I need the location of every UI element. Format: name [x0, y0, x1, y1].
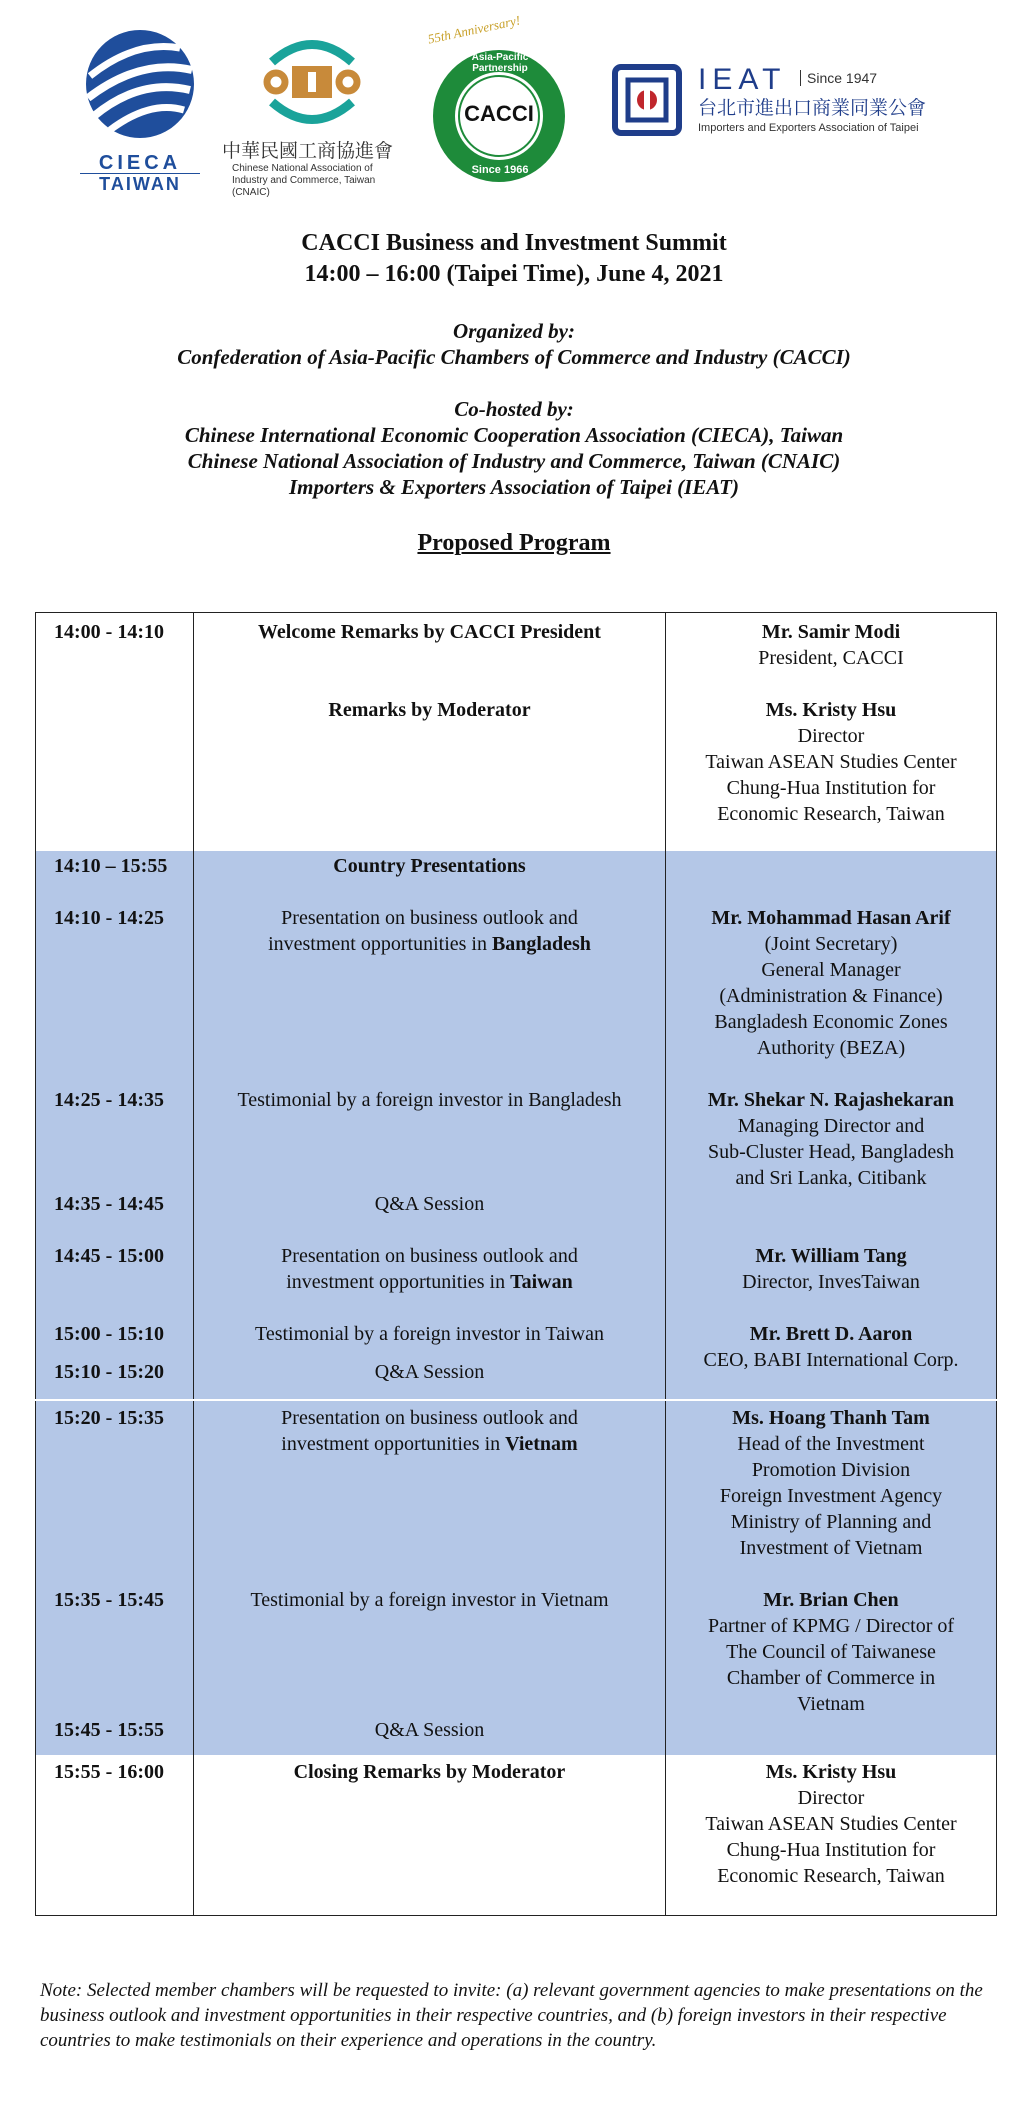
time-cell: 15:35 - 15:45	[36, 1587, 194, 1613]
item-text: investment opportunities in	[286, 1271, 511, 1293]
time-cell: 14:25 - 14:35	[36, 1087, 194, 1191]
speaker-cell	[666, 1217, 997, 1321]
ieat-english-name: Importers and Exporters Association of Taipei	[698, 122, 919, 134]
item-cell: Remarks by Moderator	[194, 671, 666, 851]
cacci-ring-top: Asia-Pacific Partnership	[471, 52, 529, 74]
speaker-name: Mr. Shekar N. Rajashekaran	[707, 1089, 955, 1111]
time-cell: 15:10 - 15:20	[36, 1347, 194, 1400]
speaker-title: Chamber of Commerce in	[726, 1667, 936, 1689]
item-cell: Q&A Session	[194, 1613, 666, 1755]
item-cell: Testimonial by a foreign investor in Bangladesh	[194, 1087, 666, 1191]
cieca-country: TAIWAN	[80, 173, 200, 194]
cohost-2: Chinese National Association of Industry and Commerce, Taiwan (CNAIC)	[187, 449, 841, 473]
ieat-logo	[612, 64, 932, 154]
item-cell: Closing Remarks by Moderator	[194, 1755, 666, 1916]
item-line: Presentation on business outlook and	[281, 1245, 578, 1267]
cacci-logo	[425, 12, 575, 193]
cohost-3: Importers & Exporters Association of Taipei (IEAT)	[289, 475, 739, 499]
item-cell	[194, 1217, 666, 1321]
speaker-name: Ms. Kristy Hsu	[765, 699, 897, 721]
cohost-label: Co-hosted by:	[454, 397, 574, 421]
time-cell: 15:20 - 15:35	[36, 1400, 194, 1587]
item-cell: Q&A Session	[194, 1347, 666, 1400]
speaker-title: (Administration & Finance)	[719, 985, 943, 1007]
ieat-since: Since 1947	[800, 70, 877, 86]
speaker-title: Taiwan ASEAN Studies Center	[705, 751, 957, 773]
speaker-title: Partner of KPMG / Director of	[707, 1615, 955, 1637]
summit-name: CACCI Business and Investment Summit	[301, 230, 727, 256]
item-line	[198, 1269, 661, 1295]
time-cell: 15:55 - 16:00	[36, 1755, 194, 1916]
speaker-title: Head of the Investment	[737, 1433, 925, 1455]
logo-bar	[0, 12, 1028, 198]
item-cell	[194, 879, 666, 1087]
table-row	[36, 1217, 997, 1321]
time-cell: 14:10 - 14:25	[36, 879, 194, 1087]
program-table	[35, 612, 997, 1916]
cohost-block	[0, 396, 1028, 500]
item-line	[198, 1431, 661, 1457]
country-name: Bangladesh	[491, 933, 591, 955]
speaker-cell	[666, 1321, 997, 1400]
cacci-anniversary: 55th Anniversary!	[426, 12, 522, 47]
speaker-cell	[666, 879, 997, 1087]
program-title: Proposed Program	[417, 530, 611, 556]
item-cell: Testimonial by a foreign investor in Taiwan	[194, 1321, 666, 1347]
speaker-cell	[666, 1087, 997, 1191]
item-cell: Welcome Remarks by CACCI President	[194, 613, 666, 672]
table-row	[36, 879, 997, 1087]
cacci-ring-bottom: Since 1966	[471, 164, 529, 176]
cohost-1: Chinese International Economic Cooperation Association (CIECA), Taiwan	[184, 423, 844, 447]
speaker-cell	[666, 671, 997, 851]
table-row	[36, 1087, 997, 1191]
cnaic-logo	[222, 32, 402, 198]
speaker-title: Taiwan ASEAN Studies Center	[705, 1813, 957, 1835]
speaker-title: and Sri Lanka, Citibank	[735, 1167, 927, 1189]
speaker-title: Director	[797, 725, 865, 747]
table-row	[36, 1755, 997, 1916]
speaker-cell	[666, 613, 997, 672]
cnaic-english-line1: Chinese National Association of	[232, 163, 373, 174]
item-cell	[194, 1400, 666, 1587]
footnote: Note: Selected member chambers will be requested to invite: (a) relevant government agencies to make presentations on the business outlook and investment opportunities in their respective countries, and (b) foreign investors in their respective countries to make testimonials on their experience and operations in the country.	[40, 1980, 983, 2051]
speaker-cell	[666, 851, 997, 879]
table-row	[36, 1587, 997, 1613]
speaker-cell	[666, 1587, 997, 1755]
item-line: Presentation on business outlook and	[281, 907, 578, 929]
item-cell: Testimonial by a foreign investor in Vietnam	[194, 1587, 666, 1613]
ieat-chinese-name: 台北市進出口商業同業公會	[698, 98, 927, 119]
speaker-title: Managing Director and	[737, 1115, 925, 1137]
time-cell: 14:00 - 14:10	[36, 613, 194, 672]
speaker-title: Director	[797, 1787, 865, 1809]
speaker-title: Director, InvesTaiwan	[742, 1271, 920, 1293]
speaker-cell	[666, 1191, 997, 1217]
speaker-title: Economic Research, Taiwan	[717, 1865, 945, 1887]
speaker-title: Bangladesh Economic Zones	[714, 1011, 948, 1033]
speaker-title: Foreign Investment Agency	[719, 1485, 943, 1507]
item-line	[198, 931, 661, 957]
item-line: Presentation on business outlook and	[281, 1407, 578, 1429]
speaker-title: General Manager	[761, 959, 901, 981]
speaker-title: Vietnam	[797, 1693, 865, 1715]
speaker-name: Mr. Samir Modi	[761, 621, 901, 643]
speaker-title: Authority (BEZA)	[756, 1037, 906, 1059]
item-text: investment opportunities in	[281, 1433, 506, 1455]
item-cell: Country Presentations	[194, 851, 666, 879]
organized-label: Organized by:	[453, 319, 575, 343]
speaker-title: President, CACCI	[758, 647, 904, 669]
cieca-name: CIECA	[98, 152, 182, 174]
speaker-title: CEO, BABI International Corp.	[703, 1349, 959, 1371]
cieca-logo	[80, 28, 200, 194]
time-cell: 14:45 - 15:00	[36, 1217, 194, 1321]
table-row	[36, 1191, 997, 1217]
time-cell: 15:00 - 15:10	[36, 1321, 194, 1347]
cacci-center-text: CACCI	[464, 101, 534, 126]
time-cell	[36, 671, 194, 851]
cnaic-chinese-name: 中華民國工商協進會	[222, 141, 394, 162]
speaker-name: Mr. Brett D. Aaron	[749, 1323, 913, 1345]
cieca-globe-icon	[80, 28, 200, 148]
speaker-title: Chung-Hua Institution for	[726, 1839, 936, 1861]
speaker-name: Mr. Mohammad Hasan Arif	[711, 907, 951, 929]
ieat-emblem-icon	[612, 64, 682, 136]
speaker-title: Investment of Vietnam	[739, 1537, 923, 1559]
organizer-block	[0, 318, 1028, 370]
speaker-title: The Council of Taiwanese	[726, 1641, 936, 1663]
table-row	[36, 613, 997, 672]
time-cell: 14:10 – 15:55	[36, 851, 194, 879]
summit-datetime: 14:00 – 16:00 (Taipei Time), June 4, 2021	[304, 261, 724, 287]
speaker-name: Mr. William Tang	[755, 1245, 907, 1267]
speaker-name: Mr. Brian Chen	[763, 1589, 899, 1611]
speaker-name: Ms. Hoang Thanh Tam	[732, 1407, 930, 1429]
speaker-title: Economic Research, Taiwan	[717, 803, 945, 825]
speaker-title: Ministry of Planning and	[730, 1511, 932, 1533]
speaker-cell	[666, 1400, 997, 1587]
speaker-title: Sub-Cluster Head, Bangladesh	[707, 1141, 955, 1163]
table-row	[36, 851, 997, 879]
organizer-name: Confederation of Asia-Pacific Chambers of Commerce and Industry (CACCI)	[177, 345, 851, 369]
cnaic-english-line2: Industry and Commerce, Taiwan (CNAIC)	[232, 175, 376, 198]
speaker-title: Promotion Division	[751, 1459, 911, 1481]
table-row	[36, 1321, 997, 1347]
speaker-cell	[666, 1755, 997, 1916]
item-text: investment opportunities in	[268, 933, 492, 955]
time-cell: 15:45 - 15:55	[36, 1613, 194, 1755]
item-cell: Q&A Session	[194, 1191, 666, 1217]
speaker-title: (Joint Secretary)	[764, 933, 898, 955]
ieat-name: IEAT	[698, 63, 787, 96]
speaker-name: Ms. Kristy Hsu	[765, 1761, 897, 1783]
time-cell: 14:35 - 14:45	[36, 1191, 194, 1217]
summit-title	[0, 228, 1028, 290]
table-row	[36, 1400, 997, 1587]
table-row	[36, 671, 997, 851]
country-name: Taiwan	[510, 1271, 573, 1293]
speaker-title: Chung-Hua Institution for	[726, 777, 936, 799]
country-name: Vietnam	[505, 1433, 578, 1455]
cnaic-emblem-icon	[262, 32, 362, 132]
